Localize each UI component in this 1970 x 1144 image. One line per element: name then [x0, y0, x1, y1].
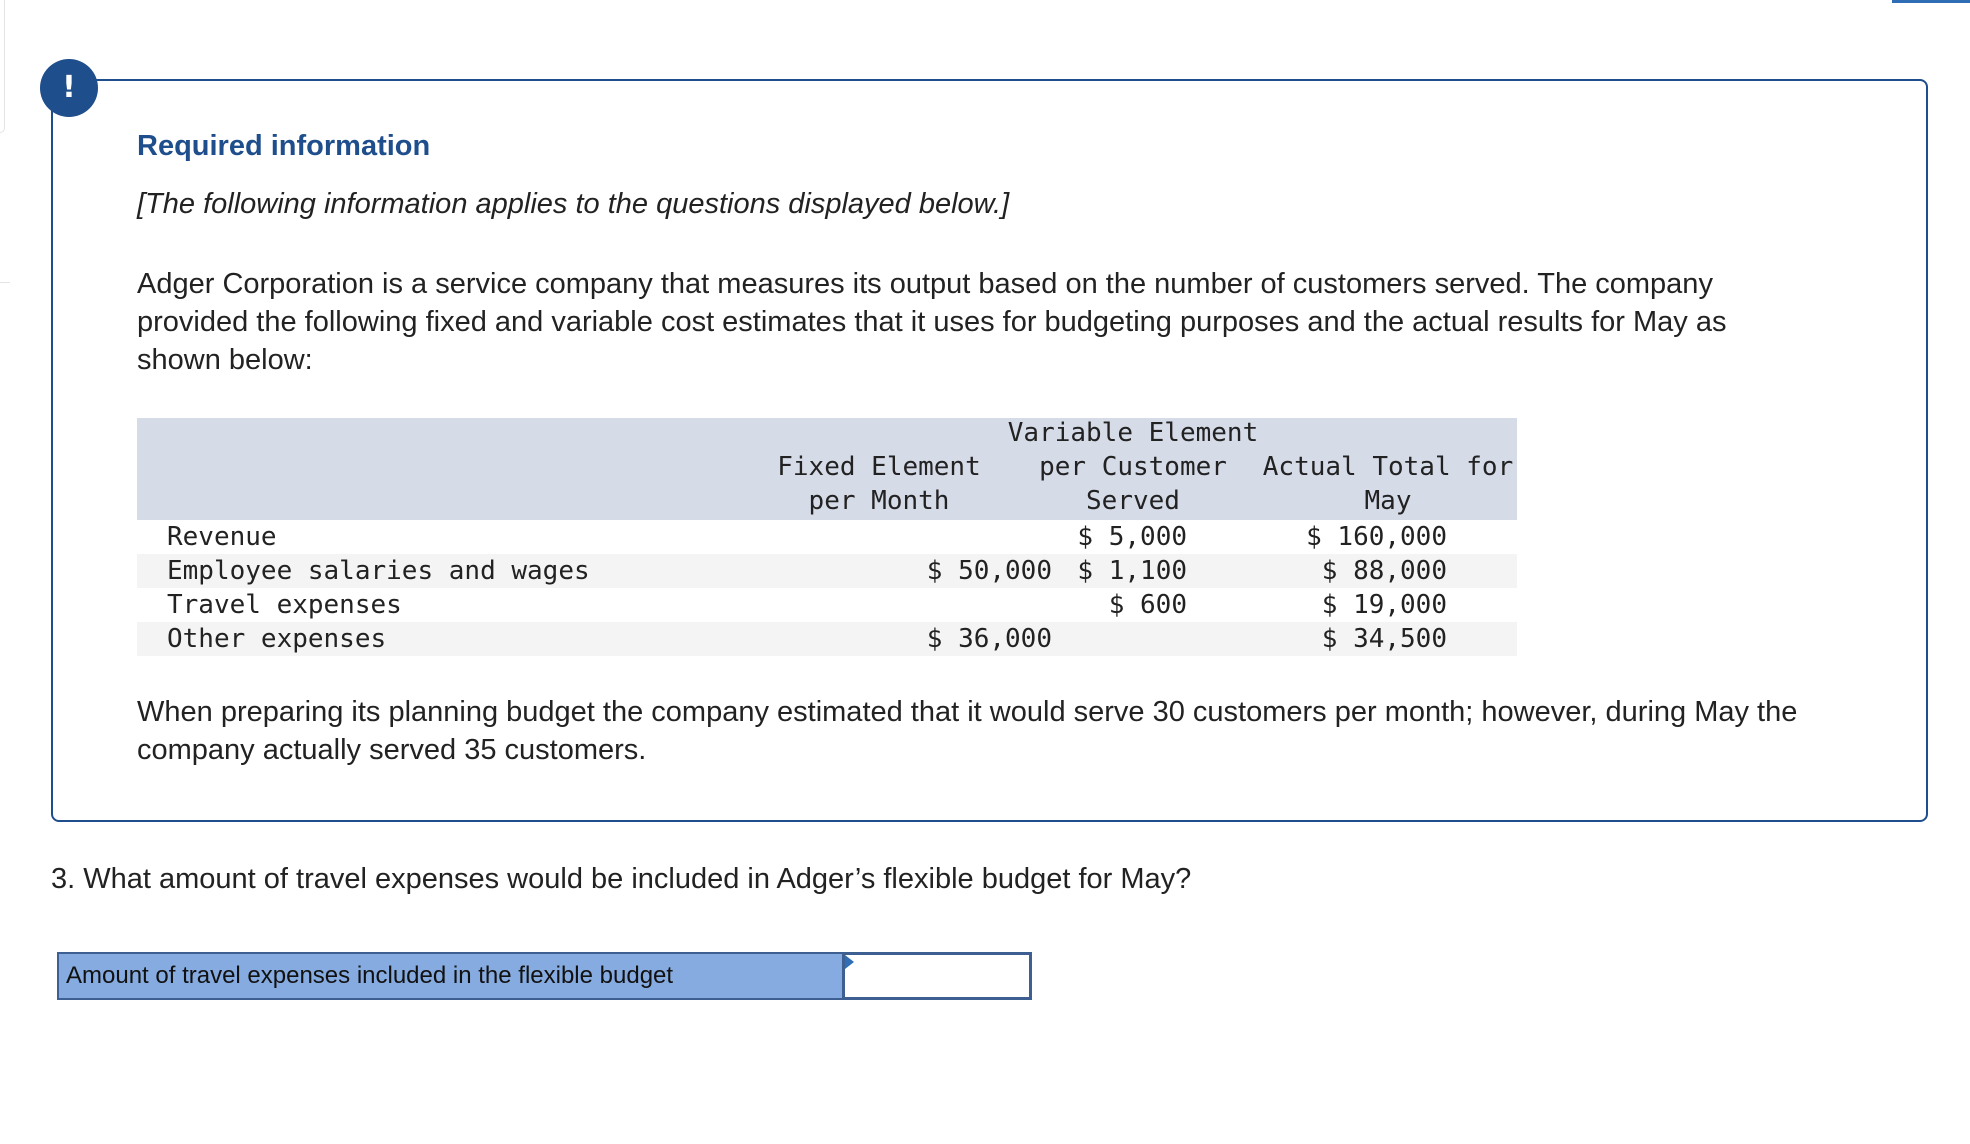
row-variable-value: $ 1,100	[1077, 556, 1187, 586]
row-label: Travel expenses	[167, 590, 402, 620]
table-header	[137, 418, 1517, 520]
table-row-other-expenses	[137, 622, 1517, 656]
row-actual-value: $ 19,000	[1321, 590, 1447, 620]
cost-estimates-table	[137, 418, 1517, 656]
table-row-employee-salaries	[137, 554, 1517, 588]
intro-paragraph: Adger Corporation is a service company that measures its output based on the number of customers served. The company provided the following fixed and variable cost estimates that it uses for budgeting purposes and the actual results for May as shown below:	[137, 268, 1727, 376]
question-text: 3. What amount of travel expenses would be included in Adger’s flexible budget for May?	[51, 863, 1192, 895]
table-row-revenue	[137, 520, 1517, 554]
row-variable-value: $ 5,000	[1077, 522, 1187, 552]
row-actual-value: $ 34,500	[1321, 624, 1447, 654]
adjacent-panel-divider	[0, 282, 10, 283]
input-marker-icon	[845, 955, 854, 969]
row-actual-value: $ 88,000	[1321, 556, 1447, 586]
header-actual-total: Actual Total for May	[1262, 452, 1514, 516]
alert-icon: !	[40, 59, 98, 117]
closing-paragraph: When preparing its planning budget the company estimated that it would serve 30 customers per month; however, during May the company actually served 35 customers.	[137, 696, 1798, 766]
answer-row	[57, 952, 1032, 1000]
row-variable-value: $ 600	[1108, 590, 1187, 620]
table-row-travel-expenses	[137, 588, 1517, 622]
adjacent-panel-edge	[0, 0, 5, 133]
row-fixed-value: $ 50,000	[926, 556, 1052, 586]
applies-note: [The following information applies to the questions displayed below.]	[137, 188, 1010, 220]
required-information-heading: Required information	[137, 130, 431, 162]
row-label: Other expenses	[167, 624, 387, 654]
header-variable-element: Variable Element per Customer Served	[1007, 418, 1259, 516]
row-label: Revenue	[167, 522, 277, 552]
row-actual-value: $ 160,000	[1306, 522, 1447, 552]
row-fixed-value: $ 36,000	[926, 624, 1052, 654]
header-fixed-element: Fixed Element per Month	[777, 452, 981, 516]
row-label: Employee salaries and wages	[167, 556, 590, 586]
answer-label: Amount of travel expenses included in the flexible budget	[57, 952, 844, 1000]
top-accent-bar	[1892, 0, 1970, 3]
travel-expenses-answer-input[interactable]	[842, 952, 1032, 1000]
